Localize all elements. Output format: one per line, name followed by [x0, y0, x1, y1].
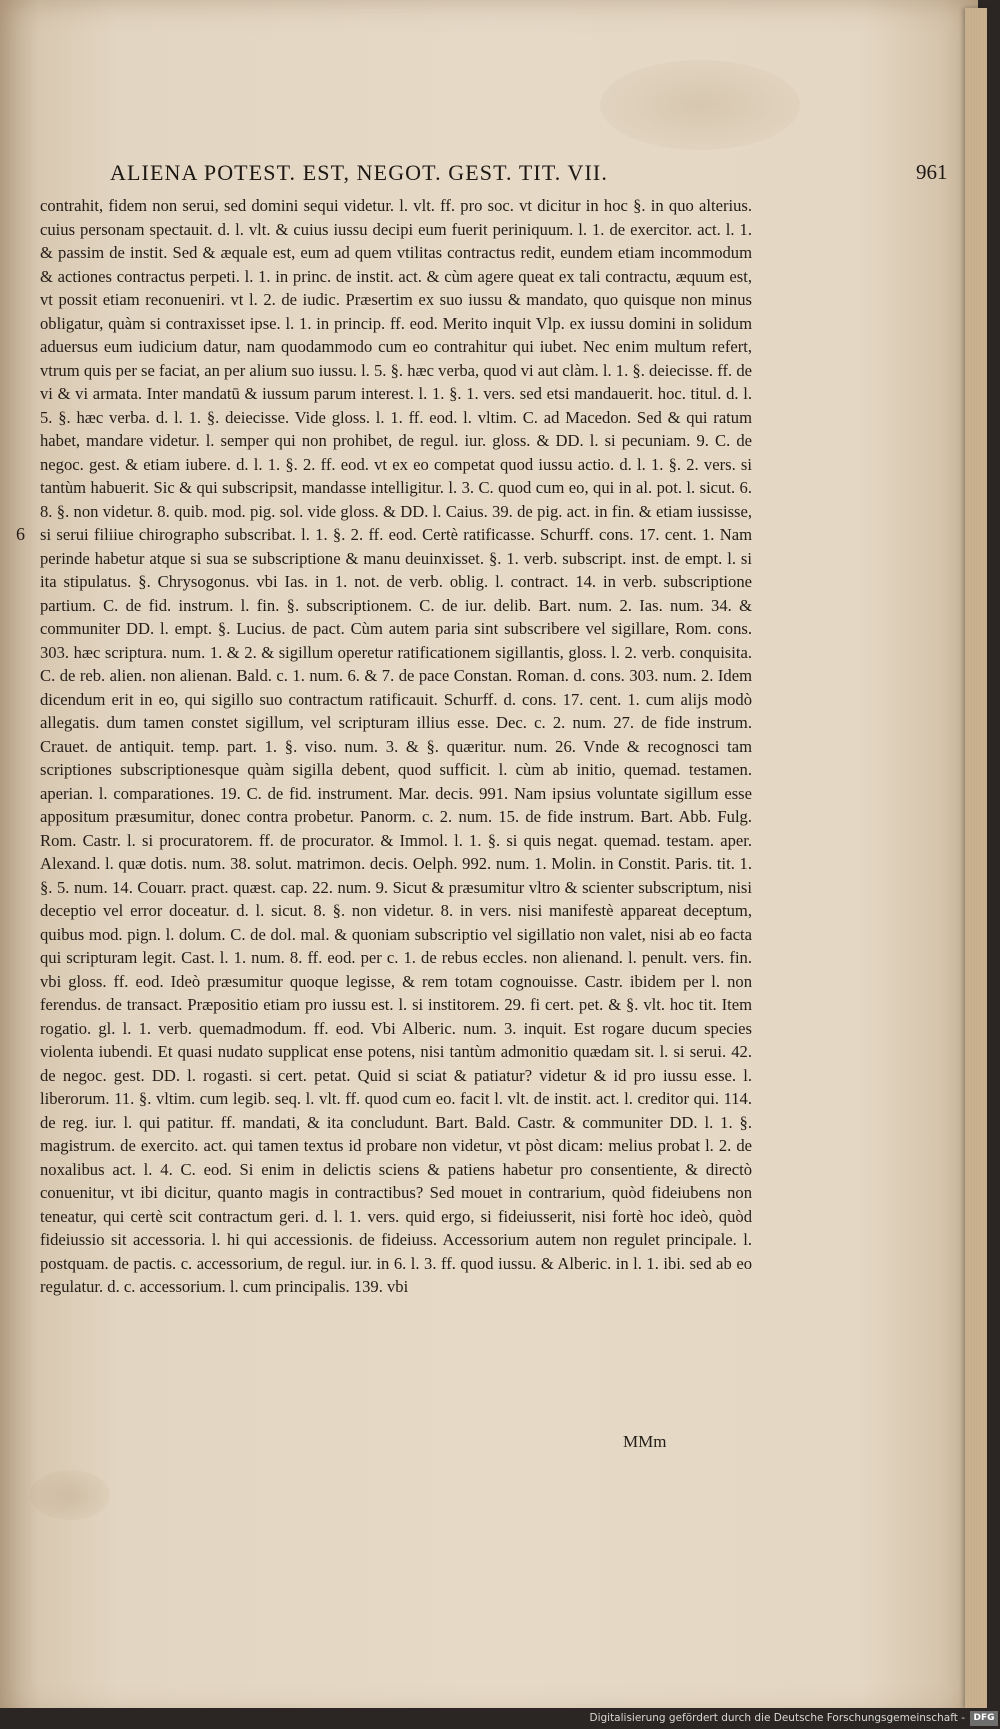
- body-text: contrahit, fidem non serui, sed domini sequi videtur. l. vlt. ff. pro soc. vt dicitur in hoc §. in quo alterius. cuius personam spectauit. d. l. vlt. & cuius iussu decipi eum fuerit periniquum. l. 1. de exercitor. act. l. 1. & passim de instit. Sed & æquale est, eum ad quem vtilitas contractus redit, eundem etiam incommodum & actiones contractus perpeti. l. 1. in princ. de instit. act. & cùm agere queat ex tali contractu, æquum est, vt possit etiam reconueniri. vt l. 2. de iudic. Præsertim ex suo iussu & mandato, quo quisque non minus obligatur, quàm si contraxisset ipse. l. 1. in princip. ff. eod. Merito inquit Vlp. ex iussu domini in solidum aduersus eum iudicium datur, nam quodammodo cum eo contrahitur qui iubet. Nec enim multum refert, vtrum quis per se faciat, an per alium suo iussu. l. 5. §. hæc verba, quod vi aut clàm. l. 1. §. deiecisse. ff. de vi & vi armata. Inter mandatū & iussum parum interest. l. 1. §. 1. vers. sed etsi mandauerit. hoc. titul. d. l. 5. §. hæc verba. d. l. 1. §. deiecisse. Vide gloss. l. 1. ff. eod. l. vltim. C. ad Macedon. Sed & qui ratum habet, mandare videtur. l. semper qui non prohibet, de regul. iur. gloss. & DD. l. si pecuniam. 9. C. de negoc. gest. & etiam iubere. d. l. 1. §. 2. ff. eod. vt ex eo competat quod iussu actio. d. l. 1. §. 2. vers. si tantùm habuerit. Sic & qui subscripsit, mandasse intelligitur. l. 3. C. quod cum eo, qui in al. pot. l. sicut. 6. 8. §. non videtur. 8. quib. mod. pig. sol. vide gloss. & DD. l. Caius. 39. de pig. act. in fin. & etiam iussisse, si serui filiiue chirographo subscribat. l. 1. §. 2. ff. eod. Certè ratificasse. Schurff. cons. 17. cent. 1. Nam perinde habetur atque si sua se subscriptione & manu deuinxisset. §. 1. verb. subscript. inst. de empt. l. si ita stipulatus. §. Chrysogonus. vbi Ias. in 1. not. de verb. oblig. l. contract. 14. in verb. subscriptione partium. C. de fid. instrum. l. fin. §. subscriptionem. C. de iur. delib. Bart. num. 2. Ias. num. 34. & communiter DD. l. empt. §. Lucius. de pact. Cùm autem paria sint subscribere vel sigillare, Rom. cons. 303. hæc scriptura. num. 1. & 2. & sigillum operetur ratificationem sigillantis, gloss. l. 2. verb. conquisita. C. de reb. alien. non alienan. Bald. c. 1. num. 6. & 7. de pace Constan. Roman. d. cons. 303. num. 2. Idem dicendum erit in eo, qui sigillo suo contractum ratificauit. Schurff. d. cons. 17. cent. 1. cum alijs modò allegatis. dum tamen constet sigillum, vel scripturam illius esse. Dec. c. 2. num. 27. de fide instrum. Crauet. de antiquit. temp. part. 1. §. viso. num. 3. & §. quæritur. num. 26. Vnde & recognosci tam scriptiones subscriptionesque quàm sigilla debent, quod sufficit. l. cùm ab initio, quemad. testamen. aperian. l. comparationes. 19. C. de fid. instrument. Mar. decis. 991. Nam ipsius voluntate sigillum esse appositum præsumitur, donec contra probetur. Panorm. c. 2. num. 15. de fide instrum. Bart. Abb. Fulg. Rom. Castr. l. si procuratorem. ff. de procurator. & Immol. l. 1. §. si quis negat. quemad. testam. aper. Alexand. l. quæ dotis. num. 38. solut. matrimon. decis. Oelph. 992. num. 1. Molin. in Constit. Paris. tit. 1. §. 5. num. 14. Couarr. pract. quæst. cap. 22. num. 9. Sicut & præsumitur vltro & scienter subscriptum, nisi deceptio vel error doceatur. d. l. sicut. 8. §. non videtur. 8. in vers. nisi manifestè appareat deceptum, quibus mod. pign. l. dolum. C. de dol. mal. & quoniam subscriptio vel sigillatio non valet, nisi ab eo facta qui scripturam legit. Cast. l. 1. num. 8. ff. eod. per c. 1. de rebus eccles. non alienand. l. penult. vers. fin. vbi gloss. ff. eod. Ideò præsumitur quoque legisse, & rem totam cognouisse. Castr. ibidem per l. non ferendus. de transact. Præpositio etiam pro iussu est. l. si institorem. 29. fi cert. pet. & §. vlt. hoc tit. Item rogatio. gl. l. 1. verb. quemadmodum. ff. eod. Vbi Alberic. num. 3. inquit. Est rogare ducum species violenta iubendi. Et quasi nudato supplicat ense potens, nisi tantùm admonitio quædam sit. l. si serui. 42. de negoc. gest. DD. l. rogasti. si cert. petat. Quid si sciat & patiatur? videtur & id pro iussu esse. l. liberorum. 11. §. vltim. cum legib. seq. l. vlt. ff. quod cum eo. facit l. vlt. de instit. act. l. creditor qui. 114. de reg. iur. l. qui patitur. ff. mandati, & ita concludunt. Bart. Bald. Castr. & communiter DD. l. 1. §. magistrum. de exercito. act. qui tamen textus id probare non videtur, vt pòst dicam: melius probat l. 2. de noxalibus act. l. 4. C. eod. Si enim in delictis sciens & patiens habetur pro consentiente, & directò conuenitur, vt ibi dicitur, quanto magis in contractibus? Sed mouet in contrarium, quòd fideiubens non teneatur, qui certè scit contractum geri. d. l. 1. vers. quid ergo, si fideiusserit, nisi fortè hoc ideò, quòd fideiussio sit accessoria. l. hi qui accessionis. de fideiuss. Accessorium autem non regulet principale. l. postquam. de pactis. c. accessorium, de regul. iur. in 6. l. 3. ff. quod iussu. & Alberic. in l. 1. ibi. sed ab eo regulatur. d. c. accessorium. l. cum principalis. 139. vbi: [40, 196, 752, 1296]
- page-number: 961: [916, 160, 948, 184]
- paper-stain: [600, 60, 800, 150]
- running-head: ALIENA POTEST. EST, NEGOT. GEST. TIT. VII.: [110, 160, 608, 185]
- funding-credit: Digitalisierung gefördert durch die Deutsche Forschungsgemeinschaft -: [589, 1712, 965, 1724]
- margin-mark: 6: [16, 524, 25, 544]
- paper-stain: [30, 1470, 110, 1520]
- dfg-logo-icon: DFG: [970, 1711, 998, 1726]
- catchword: MMm: [623, 1432, 667, 1451]
- page-edges: [965, 8, 987, 1708]
